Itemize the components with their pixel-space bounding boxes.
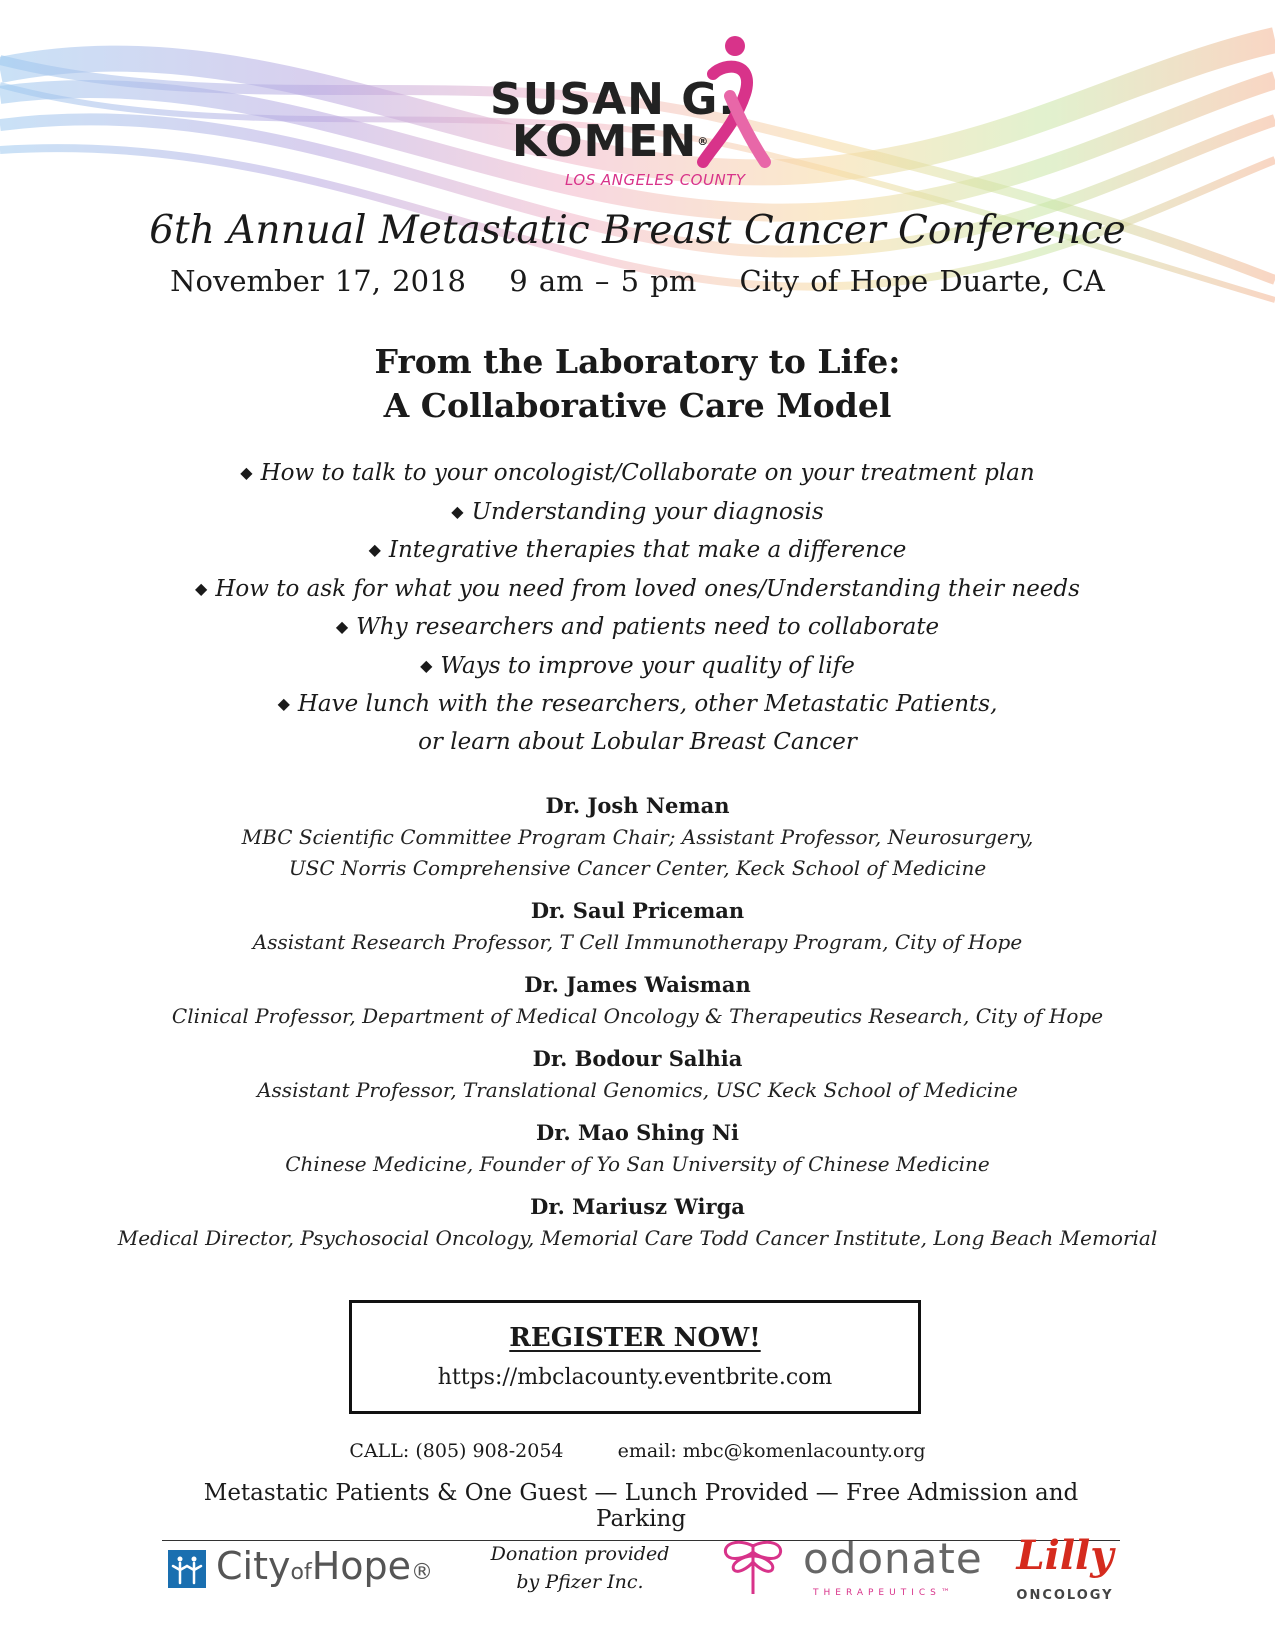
speaker-role: Assistant Research Professor, T Cell Immunotherapy Program, City of Hope: [252, 930, 1023, 954]
speaker: [0, 1191, 1275, 1254]
speaker-name: Dr. Saul Priceman: [530, 898, 745, 923]
register-heading: REGISTER NOW!: [509, 1323, 761, 1353]
speaker: [0, 895, 1275, 958]
speaker: [0, 1043, 1275, 1106]
city-of-hope-icon: [168, 1550, 206, 1588]
list-item: ◆ Why researchers and patients need to collaborate: [335, 614, 940, 640]
diamond-bullet-icon: ◆: [240, 463, 253, 482]
speaker-role: Clinical Professor, Department of Medical Oncology & Therapeutics Research, City of Hope: [171, 1004, 1104, 1028]
logo-line-1: SUSAN G.: [490, 74, 737, 125]
event-details: [0, 264, 1275, 298]
list-item: ◆ How to ask for what you need from loved ones/Understanding their needs: [195, 575, 1080, 602]
speaker: [0, 1117, 1275, 1180]
speaker-name: Dr. Bodour Salhia: [532, 1046, 743, 1071]
diamond-bullet-icon: ◆: [451, 501, 464, 521]
odonate-subtitle: THERAPEUTICS™: [813, 1588, 955, 1598]
speaker-role: Chinese Medicine, Founder of Yo San University of Chinese Medicine: [285, 1152, 990, 1176]
list-item-continuation: or learn about Lobular Breast Cancer: [418, 728, 857, 755]
diamond-bullet-icon: ◆: [277, 694, 290, 713]
topic-list: [0, 454, 1275, 761]
list-item: ◆ Integrative therapies that make a difference: [368, 537, 907, 563]
speaker-role: USC Norris Comprehensive Cancer Center, Keck School of Medicine: [288, 856, 987, 880]
event-title: 6th Annual Metastatic Breast Cancer Conference: [149, 208, 1126, 253]
list-item: ◆ Ways to improve your quality of life: [420, 652, 855, 679]
contact-line: [0, 1440, 1275, 1462]
speaker-name: Dr. Mao Shing Ni: [536, 1120, 739, 1145]
sponsor-logos: [0, 1530, 1275, 1620]
logo-county: LOS ANGELES COUNTY: [565, 171, 746, 189]
lilly-subtitle: ONCOLOGY: [1016, 1588, 1114, 1603]
headline-line-1: From the Laboratory to Life:: [374, 342, 901, 381]
komen-logo: [490, 34, 790, 189]
logo-registered: ®: [697, 135, 710, 148]
odonate-wordmark: odonate: [803, 1534, 983, 1583]
register-box: [349, 1300, 921, 1414]
diamond-bullet-icon: ◆: [195, 578, 208, 598]
diamond-bullet-icon: ◆: [368, 540, 381, 559]
dragonfly-icon: [718, 1538, 788, 1598]
tagline: Metastatic Patients & One Guest — Lunch Provided — Free Admission and Parking: [162, 1480, 1120, 1541]
speaker-name: Dr. Josh Neman: [545, 793, 730, 818]
list-item: ◆ How to talk to your oncologist/Collaborate on your treatment plan: [240, 460, 1035, 486]
city-of-hope-wordmark: CityofHope®: [216, 1544, 434, 1588]
speaker-role: Assistant Professor, Translational Genomics, USC Keck School of Medicine: [257, 1078, 1018, 1102]
pfizer-donation-note: Donation provided by Pfizer Inc.: [490, 1543, 670, 1593]
headline: [0, 340, 1275, 428]
event-location: City of Hope Duarte, CA: [739, 264, 1105, 298]
register-link[interactable]: https://mbclacounty.eventbrite.com: [437, 1365, 833, 1390]
list-item: ◆ Understanding your diagnosis: [451, 498, 824, 525]
speaker: [0, 790, 1275, 884]
pink-ribbon-icon: [685, 34, 775, 174]
event-time: 9 am – 5 pm: [509, 264, 697, 298]
speaker-list: [0, 790, 1275, 1265]
speaker-name: Dr. Mariusz Wirga: [530, 1194, 745, 1219]
lilly-wordmark: Lilly: [1016, 1532, 1114, 1579]
headline-line-2: A Collaborative Care Model: [383, 386, 892, 425]
contact-email[interactable]: email: mbc@komenlacounty.org: [617, 1440, 926, 1462]
list-item: ◆ Have lunch with the researchers, other Metastatic Patients,: [277, 691, 998, 717]
speaker-role: Medical Director, Psychosocial Oncology, Memorial Care Todd Cancer Institute, Long Beach Memorial: [117, 1226, 1158, 1250]
speaker-name: Dr. James Waisman: [524, 972, 751, 997]
speaker-role: MBC Scientific Committee Program Chair; Assistant Professor, Neurosurgery,: [241, 825, 1034, 849]
contact-phone: CALL: (805) 908-2054: [349, 1440, 564, 1462]
diamond-bullet-icon: ◆: [335, 617, 349, 636]
speaker: [0, 969, 1275, 1032]
lilly-oncology-logo: [1010, 1530, 1120, 1603]
logo-line-2: KOMEN®: [512, 116, 710, 167]
diamond-bullet-icon: ◆: [420, 655, 433, 675]
event-date: November 17, 2018: [170, 264, 466, 298]
